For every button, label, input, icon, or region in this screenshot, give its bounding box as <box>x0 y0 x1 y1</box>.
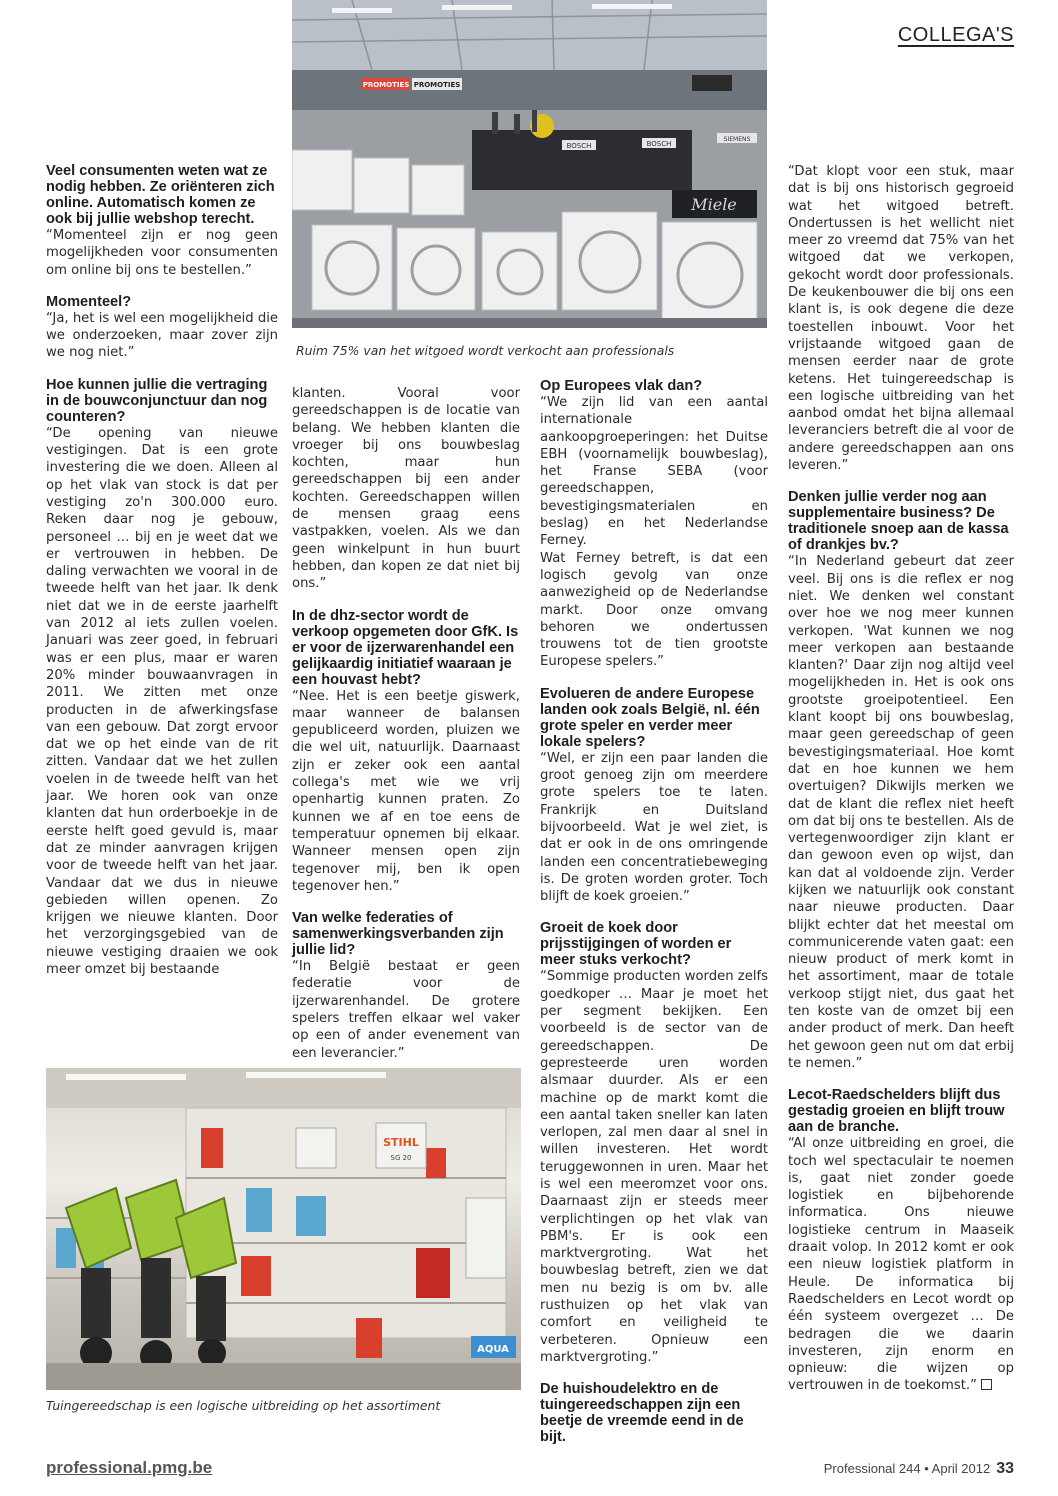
question-heading: Veel consumenten weten wat ze nodig hebben. Ze oriënteren zich online. Automatisch komen ze ook bij jullie webshop terecht. <box>46 163 275 227</box>
footer-website-link[interactable]: professional.pmg.be <box>46 1458 213 1477</box>
promo-sign-2: PROMOTIES <box>413 81 461 89</box>
answer-paragraph: “Dat klopt voor een stuk, maar dat is bij ons historisch gegroeid wat het witgoed betreft. Ondertussen is het wellicht niet meer zo vreemd dat 75% van het witgoed dat we verkopen, gekocht wordt door professionals. De keukenbouwer die bij ons een klant is, is ook degene die deze toestellen inbouwt. Voor het vrijstaande witgoed gaan de mensen eerder naar de grote ketens. Het tuingereedschap is een logische uitbreiding van het aanbod omdat het bijna allemaal leveranciers betreft die al voor de andere gereedschappen aan ons leveren.” <box>788 164 1014 474</box>
answer-paragraph: “We zijn lid van een aantal internationale aankoopgroeperingen: het Duitse EBH (voornamelijk bouwbeslag), het Franse SEBA (voor gereedschappen, bevestigingsmaterialen en beslag) en het Nederlandse Ferney. <box>540 395 768 549</box>
issue-label: Professional 244 • April 2012 <box>823 1461 991 1476</box>
question-heading: De huishoudelektro en de tuingereedschappen zijn een beetje de vreemde eend in de bijt. <box>540 1381 744 1446</box>
answer-paragraph <box>788 1135 1014 1394</box>
column-2 <box>292 385 520 1062</box>
question-heading: Hoe kunnen jullie die vertraging in de bouwconjunctuur dan nog counteren? <box>46 376 268 425</box>
section-label: COLLEGA'S <box>897 24 1014 46</box>
question-heading: Lecot-Raedschelders blijft dus gestadig groeien en blijft trouw aan de branche. <box>788 1087 1005 1136</box>
stihl-label: STIHL <box>383 1136 419 1149</box>
promo-sign-1: PROMOTIES <box>362 81 410 89</box>
question-heading: Denken jullie verder nog aan supplementaire business? De traditionele snoep aan de kassa of drankjes bv.? <box>788 489 1009 554</box>
question-heading: Groeit de koek door prijsstijgingen of worden er meer stuks verkocht? <box>540 920 732 969</box>
answer-paragraph: “Nee. Het is een beetje giswerk, maar wanneer de balansen gepubliceerd worden, pluizen we die wel uit, natuurlijk. Daarnaast zijn er zeker ook een aantal collega's met wie we vrij openhartig kunnen praten. Zo kunnen we af en toe eens de temperatuur opnemen bij elkaar. Wanneer mensen open zijn tegenover mij, ben ik open tegenover hen.” <box>292 688 520 894</box>
garden-tools-caption: Tuingereedschap is een logische uitbreiding op het assortiment <box>46 1398 441 1413</box>
answer-paragraph: “Wel, er zijn een paar landen die groot genoeg zijn om meerdere grote spelers toe te laten. Frankrijk en Duitsland bijvoorbeeld. Wat je wel ziet, is dat er ook in de ons omringende landen een concentratiebeweging is. De groten worden groter. Toch blijft de koek groeien.” <box>540 750 768 905</box>
column-3 <box>540 378 768 1445</box>
question-heading: Evolueren de andere Europese landen ook zoals België, nl. één grote speler en verder meer lokale spelers? <box>540 685 760 750</box>
answer-paragraph: “Ja, het is wel een mogelijkheid die we onderzoeken, maar zover zijn we nog niet.” <box>46 310 278 361</box>
showroom-caption: Ruim 75% van het witgoed wordt verkocht aan professionals <box>296 343 675 358</box>
stihl-model-label: SG 20 <box>390 1154 412 1162</box>
column-1 <box>46 163 278 978</box>
answer-paragraph: klanten. Vooral voor gereedschappen is de locatie van belang. We hebben klanten die vroeger bij ons bouwbeslag kochten, maar hun gereedschappen bij een ander kochten. Gereedschappen willen de mensen graag eens vastpakken, voelen. Als we dan geen winkelpunt in hun buurt hebben, dan kopen ze dat niet bij ons.” <box>292 386 520 592</box>
answer-paragraph: Wat Ferney betreft, is dat een logisch gevolg van onze aanwezigheid op de Nederlandse markt. Door onze omvang behoren we ondertussen trouwens tot de tien grootste Europese spelers.” <box>540 550 768 670</box>
column-4 <box>788 163 1014 1395</box>
garden-tools-photo <box>46 1068 521 1390</box>
answer-paragraph: “De opening van nieuwe vestigingen. Dat is een grote investering die we doen. Alleen al op het vlak van stock is dat per vestiging zo'n 300.000 euro. Reken daar nog je gebouw, personeel … bij en je weet dat we er vertrouwen in hebben. De daling verwachten we vooral in de tweede helft van het jaar. Ik denk niet dat we in de eerste jaarhelft van 2012 al iets zullen voelen. Januari was zeer goed, in februari was er een plus, maar er waren 20% minder bouwaanvragen in 2011. We zitten met onze producten in de afwerkingsfase van een gebouw. Dat zorgt ervoor dat we op het einde van de rit zitten. Vandaar dat we het zullen voelen in de tweede helft van het jaar. We horen ook van onze klanten dat hun orderboekje in de eerste helft goed gevuld is, maar dat ze minder aanvragen krijgen voor de tweede helft van het jaar. Vandaar dat we dus in nieuwe gebieden willen openen. Zo krijgen we nieuwe klanten. Door het verzorgingsgebied van de nieuwe vestiging draaien we ook meer omzet bij bestaande <box>46 425 278 977</box>
question-heading: In de dhz-sector wordt de verkoop opgemeten door GfK. Is er voor de ijzerwarenhandel een gelijkaardig initiatief waaraan je een houvast hebt? <box>292 607 519 688</box>
question-heading: Van welke federaties of samenwerkingsverbanden zijn jullie lid? <box>292 910 504 959</box>
footer-issue-info <box>824 1460 1014 1478</box>
bosch-sign-2: BOSCH <box>646 140 672 148</box>
bosch-sign-1: BOSCH <box>566 142 592 150</box>
answer-paragraph: “Momenteel zijn er nog geen mogelijkheden voor consumenten om online bij ons te bestellen.” <box>46 228 278 278</box>
showroom-photo <box>292 0 767 328</box>
aqua-label: AQUA <box>477 1344 509 1355</box>
answer-paragraph: “In België bestaat er geen federatie voor de ijzerwarenhandel. De grotere spelers treffen elkaar wel vaker op een of ander evenement van een leverancier.” <box>292 959 520 1061</box>
siemens-sign: SIEMENS <box>723 136 751 143</box>
question-heading: Momenteel? <box>46 293 132 310</box>
page-number: 33 <box>996 1460 1014 1477</box>
answer-paragraph: “In Nederland gebeurt dat zeer veel. Bij ons is die reflex er nog niet. We denken wel constant over hoe we nog meer kunnen verkopen. 'Wat kunnen we nog meer verkopen aan bestaande klanten?' Daar zijn nog altijd veel mogelijkheden in. Het is ook ons grootste groeipotentieel. Een klant koopt bij ons bouwbeslag, maar geen gereedschap of geen bevestigingsmateriaal. Hoe komt dat en hoe kunnen we hem overtuigen? Dikwijls merken we dat de klant die reflex niet heeft om dat bij ons te bestellen. Als de vertegenwoordiger zijn klant er dan gewoon even op wijst, dan kan dat al voldoende zijn. Verder kijken we natuurlijk ook constant naar nieuwe producten. Daar blijkt echter dat het meestal om communicerende vaten gaat: een nieuw product of merk komt in het assortiment, maar de totale verkoop stijgt niet, dus gaat het ten koste van de omzet bij een ander product of merk. Dan heeft het gewoon geen nut om dat erbij te nemen.” <box>788 554 1014 1071</box>
question-heading: Op Europees vlak dan? <box>540 378 703 394</box>
answer-text: “Al onze uitbreiding en groei, die toch wel spectaculair te noemen is, gaat niet zonder goede logistiek en bijbehorende informatica. Ons nieuwe logistieke centrum in Maaseik draait volop. In 2012 komt er ook een nieuw logistiek platform in Heule. De informatica bij Raedschelders en Lecot wordt op één systeem overgezet … De bedragen die we daarin investeren, zijn enorm en opnieuw: die wijzen op vertrouwen in de toekomst.” <box>788 1136 1014 1394</box>
end-mark-icon <box>981 1379 992 1390</box>
answer-paragraph: “Sommige producten worden zelfs goedkoper … Maar je moet het per segment bekijken. Een voorbeeld is de sector van de gereedschappen. De gepresteerde uren worden alsmaar duurder. Als er een machine op de markt komt die een aantal taken sneller kan laten verlopen, zal men daar al snel in willen investeren. Het wordt teruggewonnen in uren. Maar het is wel een meeromzet voor ons. Daarnaast zijn er steeds meer verplichtingen op het vlak van PBM's. Er is ook een marktvergroting. Wat het bouwbeslag betreft, zien we dat men nu bezig is om bv. alle rusthuizen op het vlak van comfort en veiligheid te verbeteren. Opnieuw een marktvergroting.” <box>540 969 768 1365</box>
miele-sign: Miele <box>691 195 737 214</box>
